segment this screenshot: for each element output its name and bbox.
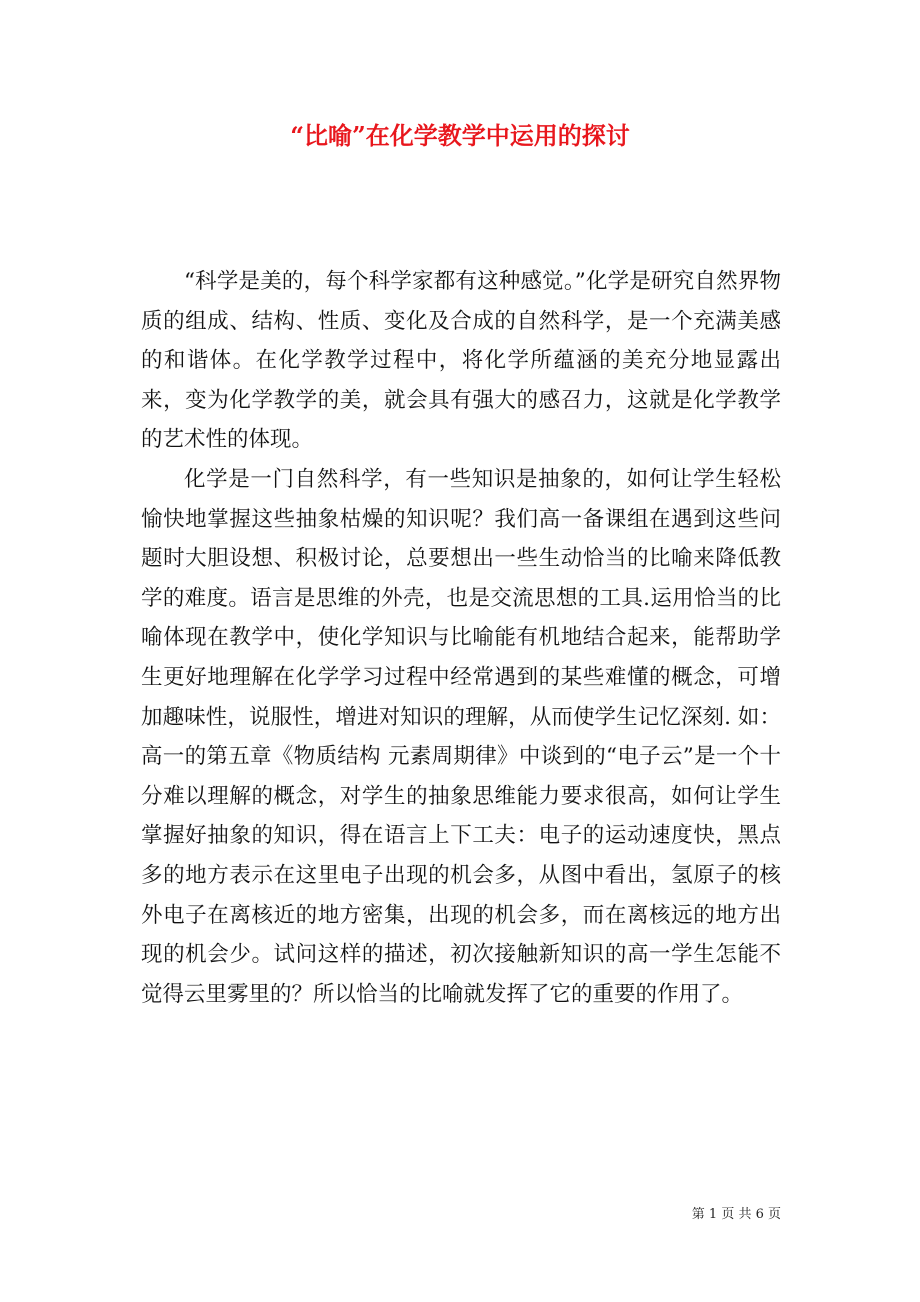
document-title: “比喻”在化学教学中运用的探讨 bbox=[290, 121, 630, 150]
document-body bbox=[141, 262, 781, 1014]
page-number-footer: 第 1 页 共 6 页 bbox=[691, 1207, 781, 1222]
paragraph-1: “科学是美的，每个科学家都有这种感觉。”化学是研究自然界物质的组成、结构、性质、变化及合成的自然科学，是一个充满美感的和谐体。在化学教学过程中，将化学所蕴涵的美充分地显露出来，变为化学教学的美，就会具有强大的感召力，这就是化学教学的艺术性的体现。 bbox=[141, 269, 781, 453]
paragraph-2: 化学是一门自然科学，有一些知识是抽象的，如何让学生轻松愉快地掌握这些抽象枯燥的知识呢？我们高一备课组在遇到这些问题时大胆设想、积极讨论，总要想出一些生动恰当的比喻来降低教学的难度。语言是思维的外壳，也是交流思想的工具.运用恰当的比喻体现在教学中，使化学知识与比喻能有机地结合起来，能帮助学生更好地理解在化学学习过程中经常遇到的某些难懂的概念，可增加趣味性，说服性，增进对知识的理解，从而使学生记忆深刻. 如：高一的第五章《物质结构 元素周期律》中谈到的“电子云”是一个十分难以理解的概念，对学生的抽象思维能力要求很高，如何让学生掌握好抽象的知识，得在语言上下工夫：电子的运动速度快，黑点多的地方表示在这里电子出现的机会多，从图中看出，氢原子的核外电子在离核近的地方密集，出现的机会多，而在离核远的地方出现的机会少。试问这样的描述，初次接触新知识的高一学生怎能不觉得云里雾里的？所以恰当的比喻就发挥了它的重要的作用了。 bbox=[141, 466, 781, 1007]
